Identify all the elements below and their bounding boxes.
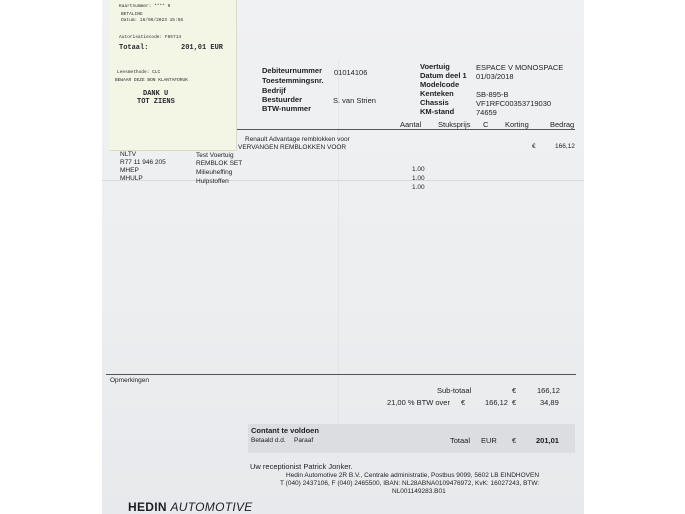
- item-qty: 1.00: [412, 184, 425, 191]
- receipt-thanks-2: TOT ZIENS: [137, 98, 175, 106]
- col-aantal: Aantal: [400, 120, 422, 129]
- btw-base-value: 166,12: [485, 398, 508, 407]
- item-desc: Milieuheffing: [196, 169, 233, 176]
- payment-receipt: [109, 0, 237, 151]
- receptionist-text: Uw receptionist Patrick Jonker.: [250, 462, 353, 471]
- voertuig-label: Voertuig: [420, 62, 450, 71]
- item-code: NLTV: [120, 151, 137, 158]
- km-stand-value: 74659: [476, 108, 497, 117]
- item-code: R77 11 946 205: [120, 159, 166, 166]
- company-line-3: NL001149283.B01: [392, 488, 446, 495]
- bestuurder-label: Bestuurder: [262, 95, 303, 104]
- subtotaal-value: 166,12: [537, 386, 560, 395]
- item-code: MHULP: [120, 175, 143, 182]
- paper-fold: [102, 180, 584, 181]
- btw-currency: €: [512, 398, 517, 407]
- item-desc: REMBLOK SET: [196, 160, 243, 167]
- receipt-keep-line: BEWAAR DEZE BON KLANTAFDRUK: [115, 78, 188, 83]
- logo-italic: AUTOMOTIVE: [170, 500, 253, 514]
- datum-deel1-label: Datum deel 1: [420, 71, 467, 80]
- item-desc: Test Voertuig: [196, 152, 234, 159]
- chassis-value: VF1RFC00353719030: [476, 99, 552, 108]
- debiteurnummer-label: Debiteurnummer: [262, 66, 323, 75]
- item-code: MHEP: [120, 167, 139, 174]
- modelcode-label: Modelcode: [420, 80, 460, 89]
- paraaf-label: Paraaf: [294, 437, 314, 444]
- totaal-value: 201,01: [536, 436, 559, 445]
- bestuurder-value: S. van Strien: [333, 96, 376, 105]
- betaald-label: Betaald d.d.: [251, 437, 286, 444]
- contant-label: Contant te voldoen: [251, 426, 319, 435]
- voertuig-value: ESPACE V MONOSPACE: [476, 63, 564, 72]
- totaal-currency-code: EUR: [481, 436, 497, 445]
- col-stuksprijs: Stuksprijs: [438, 120, 471, 129]
- totaal-currency: €: [512, 436, 517, 445]
- receipt-read-method: Leesmethode: CLC: [117, 70, 161, 75]
- toestemmingsnr-label: Toestemmingsnr.: [262, 76, 324, 85]
- paper-fold-vertical: [338, 60, 339, 480]
- kenteken-label: Kenteken: [420, 89, 454, 98]
- subtotaal-label: Sub-totaal: [437, 386, 472, 395]
- item-desc: Hulpstoffen: [196, 178, 229, 185]
- datum-deel1-value: 01/03/2018: [476, 72, 514, 81]
- hedin-logo: [128, 500, 253, 514]
- debiteurnummer-value: 01014106: [334, 68, 368, 77]
- receipt-date-line: Datum: 16/06/2023 15:56: [121, 18, 184, 23]
- receipt-thanks-1: DANK U: [143, 90, 169, 98]
- receipt-payment-line: BETALING: [121, 12, 143, 17]
- chassis-label: Chassis: [420, 98, 449, 107]
- line-description-1: Renault Advantage remblokken voor: [245, 136, 350, 143]
- receipt-total-label: Totaal:: [119, 44, 149, 52]
- company-line-2: T (040) 2437106, F (040) 2465500, IBAN: NL28ABNA0109476972, KvK: 16027243, BTW:: [280, 480, 540, 487]
- receipt-auth-line: Autorisatiecode: F85714: [119, 35, 182, 40]
- receipt-total-value: 201,01 EUR: [181, 44, 224, 52]
- line-description-2: VERVANGEN REMBLOKKEN VOOR: [238, 144, 347, 151]
- item-qty: 1.00: [412, 166, 425, 173]
- btw-base-currency: €: [461, 398, 466, 407]
- line-currency: €: [532, 143, 536, 150]
- footer-rule: [106, 374, 576, 375]
- subtotaal-currency: €: [512, 386, 517, 395]
- totaal-label: Totaal: [450, 436, 471, 445]
- logo-main: HEDIN: [128, 500, 171, 514]
- opmerkingen-label: Opmerkingen: [110, 377, 150, 384]
- kenteken-value: SB-895-B: [476, 90, 509, 99]
- company-line-1: Hedin Automotive 2R B.V., Centrale administratie, Postbus 9099, 5602 LB EINDHOVEN: [286, 472, 540, 479]
- btw-nummer-label: BTW-nummer: [262, 104, 312, 113]
- line-amount: 166,12: [555, 143, 575, 150]
- col-bedrag: Bedrag: [550, 120, 575, 129]
- km-stand-label: KM-stand: [420, 107, 455, 116]
- receipt-card-line: Kaartnummer: **** 9: [119, 4, 171, 9]
- bedrijf-label: Bedrijf: [262, 86, 286, 95]
- header-rule: [230, 129, 575, 130]
- btw-value: 34,89: [540, 398, 559, 407]
- col-korting: Korting: [505, 120, 529, 129]
- col-c: C: [483, 120, 489, 129]
- item-qty: 1.00: [412, 175, 425, 182]
- btw-label: 21,00 % BTW over: [387, 398, 450, 407]
